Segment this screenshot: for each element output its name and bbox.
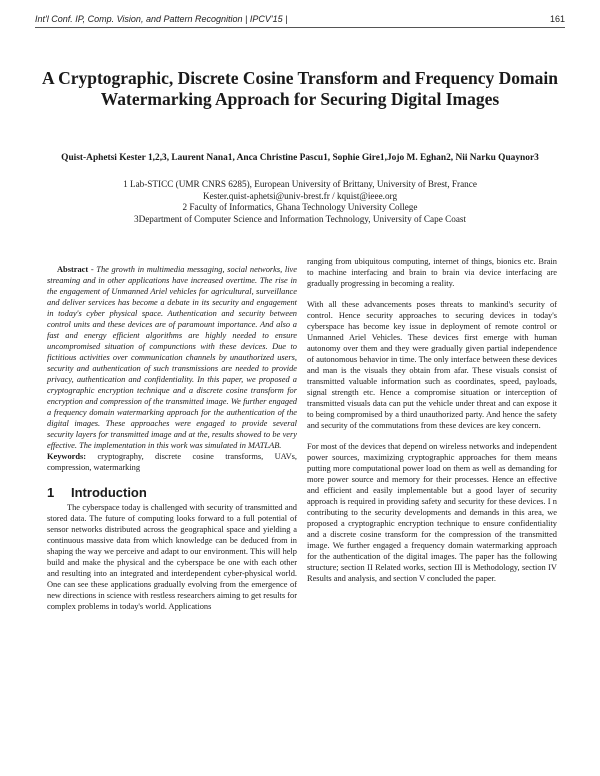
keywords-text: cryptography, discrete cosine transforms, UAVs, compression, watermarking — [47, 452, 297, 472]
intro-paragraph-1-continued: ranging from ubiquitous computing, internet of things, bionics etc. Brain to machine interfacing and brain to brain via device interfacing are gradually progressing in becoming a reality. — [307, 257, 557, 288]
author-list: Quist-Aphetsi Kester 1,2,3, Laurent Nana1, Anca Christine Pascu1, Sophie Gire1,Jojo M. Eghan2, Nii Narku Quaynor3 — [61, 153, 539, 163]
affiliation-3: 3Department of Computer Science and Information Technology, University of Cape Coast — [133, 213, 467, 224]
intro-paragraph-1: The cyberspace today is challenged with security of transmitted and stored data. The future of computing looks forward to a full potential of sensor networks distributed across the geographical space and yielding a continuous massive data from which knowledge can be deduced from in shaping the way we perceive and adapt to our environment. This will help build and make the physical and the cyberspace be one with each other and resulting into an integrated and interdependent cyber-physical world. One can see these applications gradually evolving from the emergence of new directions in science with restless researchers aiming to get results for complex problems in today's world. Applications — [47, 503, 298, 611]
abstract-label: Abstract — [57, 265, 89, 274]
left-column — [47, 264, 297, 612]
affiliation-2: 2 Faculty of Informatics, Ghana Technology University College — [182, 202, 418, 213]
section-number: 1 — [47, 485, 55, 500]
right-column — [307, 256, 557, 594]
intro-paragraph-2: With all these advancements poses threats to mankind's security of control. Hence security approaches to securing devices in today's cyberspace has become key issue in deployment of remote control or Unmanned Ariel Vehicles. These devices first emerge with human autonomy over them and they were gradually given partial independence of autonomous behavior in time. The only interface between these devices and man is the visuals they obtain from afar. These visuals consist of transmitted valuable information such as coordinates, speed, payloads, signal strength etc. Hence a compromise situation or interception of transmitted visuals data can put the vehicle under threat and can expose it to being compromised by a third unauthorized party. And hence the safety and security of the commutations from these devices are key concern. — [307, 300, 557, 430]
abstract-text: - The growth in multimedia messaging, social networks, live streaming and in other applications have increased overtime. The rise in the engagement of Unmanned Ariel vehicles for agricultural, surveillance and deliver services has become a debate in its security and engagement in today's cyber physical space. Authentication and security between control units and these devices are of paramount importance. And also a fast and energy efficient algorithms are highly needed to ensure uncompromised situation of compunctions with these devices. Due to fictitious activities over communication channels by unauthorized users, security and authentication of such transmissions are needed to provide privacy, authentication and confidentiality. In this paper, we proposed a cryptographic encryption technique and a discrete cosine transform for encryption and compression of the transmitted image. We further engaged a frequency domain watermarking approach for the authentication of the digital images. These approaches were engaged to provide several security layers for transmitted image and at the, results showed to be very effective. The implementation in this work was simulated in MATLAB. — [47, 265, 297, 450]
abstract — [47, 264, 297, 451]
keywords-label: Keywords: — [47, 452, 87, 461]
header-divider — [35, 27, 565, 28]
affiliation-1: 1 Lab-STICC (UMR CNRS 6285), European University of Brittany, University of Brest, France — [123, 179, 477, 189]
running-header — [35, 14, 565, 28]
affiliations — [40, 179, 560, 225]
journal-name: Int'l Conf. IP, Comp. Vision, and Pattern Recognition | IPCV'15 | — [35, 14, 288, 24]
author-email: Kester.quist-aphetsi@univ-brest.fr / kquist@ieee.org — [202, 190, 398, 201]
paper-title: A Cryptographic, Discrete Cosine Transform and Frequency Domain Watermarking Approach for Securing Digital Images — [42, 68, 558, 109]
page-number: 161 — [549, 14, 565, 24]
keywords — [47, 451, 297, 473]
section-title: Introduction — [71, 485, 147, 500]
section-heading-introduction — [47, 487, 297, 498]
intro-paragraph-3: For most of the devices that depend on wireless networks and independent power sources, maximizing cryptographic approaches for them means putting more computational power load on them as well as demanding for more power source and memory for their processes. Hence an effective and efficient and easily implementable but a good layer of security approach is required in providing safety and security for these devices. I n contributing to the security developments and demands in this area, we proposed a cryptographic encryption technique to ensure confidentiality and a discrete cosine transform for the compression of the transmitted image. We further engaged a frequency domain watermarking approach for the authentication of the digital images. The paper has the following structure; section II Related works, section III is Methodology, section IV Results and analysis, and section V concluded the paper. — [307, 442, 557, 583]
